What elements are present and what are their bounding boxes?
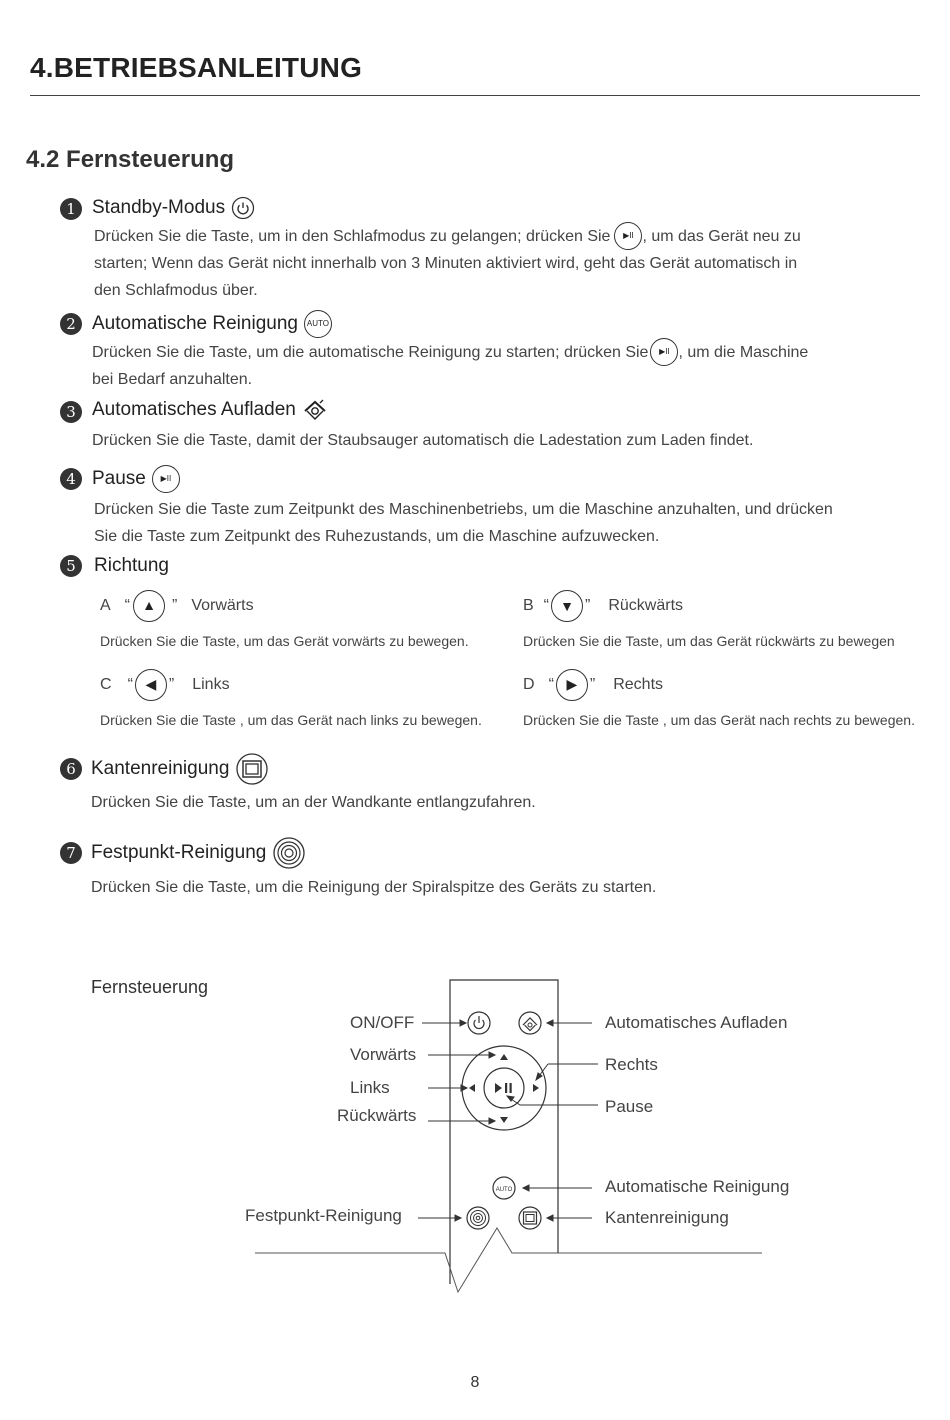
item-number-6: 6 (60, 758, 82, 780)
desc-line: Drücken Sie die Taste, um in den Schlafmodus zu gelangen; drücken Sie (94, 227, 611, 245)
item-number-7: 7 (60, 842, 82, 864)
remote-dpad (462, 1046, 546, 1130)
direction-letter: A (100, 597, 111, 614)
spiral-icon (272, 837, 306, 869)
section-title: 4.2 Fernsteuerung (26, 146, 235, 173)
item-title-text: Kantenreinigung (91, 758, 230, 779)
item-title-text: Automatische Reinigung (92, 313, 298, 334)
desc-line: den Schlafmodus über. (94, 282, 258, 299)
direction-letter: D (523, 676, 535, 693)
direction-name: Rechts (613, 676, 664, 693)
direction-name: Rückwärts (608, 597, 684, 614)
item-title-text: Automatisches Aufladen (92, 399, 296, 420)
diagram-title: Fernsteuerung (91, 977, 209, 997)
desc-line: , um das Gerät neu zu (642, 227, 801, 245)
label-backward: Rückwärts (337, 1106, 417, 1125)
remote-torn-edge (255, 1228, 762, 1292)
direction-letter: C (100, 676, 112, 693)
arrow-down-icon: ▼ (551, 590, 583, 622)
edge-icon (235, 753, 269, 785)
direction-c-desc: Drücken Sie die Taste , um das Gerät nach links zu bewegen. (100, 712, 482, 728)
quote-close: ” (589, 676, 596, 693)
label-auto-clean: Automatische Reinigung (605, 1177, 790, 1196)
item-number-4: 4 (60, 468, 82, 490)
page-number: 8 (470, 1374, 480, 1391)
header-rule (30, 95, 920, 96)
item-title-edge (91, 753, 269, 785)
item-number-1: 1 (60, 198, 82, 220)
remote-auto-text: AUTO (495, 1187, 513, 1193)
direction-b (523, 590, 683, 622)
desc-line: , um die Maschine (678, 343, 809, 361)
item-desc-charge: Drücken Sie die Taste, damit der Staubsauger automatisch die Ladestation zum Laden findet. (92, 432, 754, 449)
quote-open: “ (543, 597, 549, 614)
direction-d (523, 669, 663, 701)
remote-outline (450, 980, 558, 1284)
item-desc-auto (92, 338, 922, 393)
label-on-off: ON/OFF (350, 1013, 415, 1032)
arrow-right-icon: ▶ (556, 669, 588, 701)
item-title-spot (91, 837, 306, 869)
remote-auto-button (493, 1177, 515, 1199)
direction-d-desc: Drücken Sie die Taste , um das Gerät nach rechts zu bewegen. (523, 712, 915, 728)
remote-spot-button (467, 1207, 489, 1229)
direction-letter: B (523, 597, 534, 614)
desc-line: Sie die Taste zum Zeitpunkt des Ruhezustands, um die Maschine aufzuwecken. (94, 528, 660, 545)
quote-close: ” (585, 597, 591, 614)
play-pause-icon: ▶II (614, 222, 642, 250)
direction-c (100, 669, 230, 701)
desc-line: Drücken Sie die Taste zum Zeitpunkt des Maschinenbetriebs, um die Maschine anzuhalten, und drücken (94, 501, 833, 518)
item-number-2: 2 (60, 313, 82, 335)
item-title-charge (92, 398, 328, 422)
item-desc-edge: Drücken Sie die Taste, um an der Wandkante entlangzufahren. (91, 794, 536, 811)
page-header-title: 4.BETRIEBSANLEITUNG (30, 52, 363, 83)
direction-a (100, 590, 254, 622)
direction-name: Links (192, 676, 230, 693)
arrow-up-icon: ▲ (133, 590, 165, 622)
desc-line: bei Bedarf anzuhalten. (92, 371, 253, 388)
remote-diagram (0, 960, 950, 1300)
item-title-text: Pause (92, 468, 146, 489)
home-charge-icon (302, 398, 328, 422)
item-desc-standby (94, 222, 924, 304)
item-desc-spot: Drücken Sie die Taste, um die Reinigung der Spiralspitze des Geräts zu starten. (91, 879, 657, 896)
quote-open: “ (124, 597, 130, 614)
item-number-5: 5 (60, 555, 82, 577)
item-title-pause (92, 465, 180, 493)
label-left: Links (350, 1078, 390, 1097)
item-title-direction: Richtung (94, 555, 169, 576)
item-number-3: 3 (60, 401, 82, 423)
direction-a-desc: Drücken Sie die Taste, um das Gerät vorwärts zu bewegen. (100, 633, 469, 649)
label-spot: Festpunkt-Reinigung (245, 1206, 402, 1225)
label-auto-charge: Automatisches Aufladen (605, 1013, 788, 1032)
power-icon (231, 196, 255, 220)
quote-open: “ (127, 676, 133, 693)
item-title-text: Standby-Modus (92, 197, 226, 218)
quote-close: ” (168, 676, 175, 693)
item-title-text: Festpunkt-Reinigung (91, 842, 267, 863)
play-pause-icon: ▶II (152, 465, 180, 493)
label-forward: Vorwärts (350, 1045, 417, 1064)
item-title-auto (92, 310, 332, 338)
quote-close: ” (172, 597, 178, 614)
label-edge: Kantenreinigung (605, 1208, 729, 1227)
remote-power-button (468, 1012, 490, 1034)
label-right: Rechts (605, 1055, 658, 1074)
quote-open: “ (548, 676, 554, 693)
remote-edge-button (519, 1207, 541, 1229)
direction-name: Vorwärts (191, 597, 254, 614)
desc-line: Drücken Sie die Taste, um die automatische Reinigung zu starten; drücken Sie (92, 343, 649, 361)
item-desc-pause (94, 496, 939, 550)
arrow-left-icon: ◀ (135, 669, 167, 701)
direction-b-desc: Drücken Sie die Taste, um das Gerät rückwärts zu bewegen (523, 633, 895, 649)
item-title-standby (92, 196, 255, 220)
play-pause-icon: ▶II (650, 338, 678, 366)
desc-line: starten; Wenn das Gerät nicht innerhalb von 3 Minuten aktiviert wird, geht das Gerät automatisch in (94, 255, 798, 272)
auto-icon: AUTO (304, 310, 332, 338)
label-pause: Pause (605, 1097, 654, 1116)
remote-charge-button (519, 1012, 541, 1034)
